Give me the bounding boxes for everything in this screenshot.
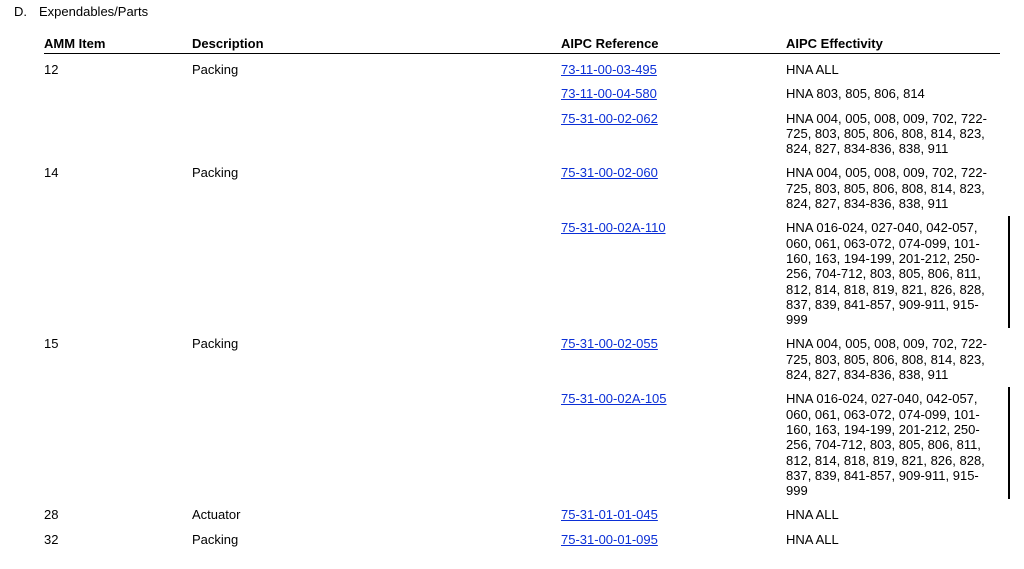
aipc-reference-link[interactable]: 75-31-01-01-045 [561,507,658,523]
aipc-reference-cell [561,507,786,531]
amm-item-cell: 32 [44,531,59,547]
aipc-effectivity-cell: HNA 004, 005, 008, 009, 702, 722-725, 803, 805, 806, 808, 814, 823, 824, 827, 834-836, 838, 911 [786,110,987,157]
header-description: Description [192,36,561,54]
table-row [44,507,1000,531]
table-row [44,220,1000,336]
table-body [44,54,1000,557]
header-aipc-effectivity: AIPC Effectivity [786,36,1000,54]
amm-item-cell: 14 [44,165,59,181]
description-cell: Packing [192,531,239,547]
table-row [44,54,1000,87]
description-cell: Packing [192,62,239,77]
aipc-reference-cell [561,391,786,507]
section-letter: D. [14,4,27,19]
aipc-effectivity-cell: HNA 016-024, 027-040, 042-057, 060, 061, 063-072, 074-099, 101-160, 163, 194-199, 201-212, 250-256, 704-712, 803, 805, 806, 811, 812, 814, 818, 819, 821, 826, 828, 837, 839, 841-857, 909-911, 915-999 [786,391,985,499]
aipc-reference-link[interactable]: 73-11-00-03-495 [561,62,657,77]
aipc-reference-cell [561,165,786,220]
aipc-effectivity-cell: HNA 004, 005, 008, 009, 702, 722-725, 803, 805, 806, 808, 814, 823, 824, 827, 834-836, 838, 911 [786,336,987,383]
header-aipc-reference: AIPC Reference [561,36,786,54]
revision-change-bar [1008,387,1010,499]
aipc-effectivity-cell: HNA ALL [786,507,839,523]
table-row [44,532,1000,556]
aipc-effectivity-cell: HNA 016-024, 027-040, 042-057, 060, 061, 063-072, 074-099, 101-160, 163, 194-199, 201-212, 250-256, 704-712, 803, 805, 806, 811, 812, 814, 818, 819, 821, 826, 828, 837, 839, 841-857, 909-911, 915-999 [786,220,985,328]
section-title: Expendables/Parts [39,4,149,19]
aipc-reference-link[interactable]: 73-11-00-04-580 [561,86,657,102]
amm-item-cell [44,86,192,110]
aipc-reference-link[interactable]: 75-31-00-02-060 [561,165,658,181]
table-row [44,336,1000,391]
aipc-effectivity-cell: HNA ALL [786,62,839,77]
amm-item-cell: 12 [44,62,59,77]
aipc-reference-cell [561,54,786,87]
table-row [44,165,1000,220]
amm-item-cell: 15 [44,336,59,352]
amm-item-cell [44,111,192,166]
description-cell [192,220,561,336]
description-cell [192,111,561,166]
amm-item-cell [44,220,192,336]
description-cell: Packing [192,165,239,181]
revision-change-bar [1008,216,1010,328]
section-heading [14,4,148,20]
table-row [44,391,1000,507]
header-amm-item: AMM Item [44,36,192,54]
aipc-reference-link[interactable]: 75-31-00-01-095 [561,531,658,547]
table-row [44,111,1000,166]
amm-item-cell [44,391,192,507]
expendables-parts-table [44,36,1000,556]
aipc-effectivity-cell: HNA 004, 005, 008, 009, 702, 722-725, 803, 805, 806, 808, 814, 823, 824, 827, 834-836, 838, 911 [786,165,987,212]
aipc-reference-cell [561,111,786,166]
description-cell [192,391,561,507]
table-row [44,86,1000,110]
aipc-reference-link[interactable]: 75-31-00-02-055 [561,336,658,352]
table-header-row [44,36,1000,54]
aipc-effectivity-cell: HNA 803, 805, 806, 814 [786,86,925,102]
aipc-reference-link[interactable]: 75-31-00-02A-105 [561,391,667,407]
description-cell [192,86,561,110]
description-cell: Packing [192,336,239,352]
description-cell: Actuator [192,507,241,523]
aipc-reference-cell [561,86,786,110]
amm-item-cell: 28 [44,507,59,523]
aipc-reference-cell [561,336,786,391]
aipc-reference-link[interactable]: 75-31-00-02A-110 [561,220,666,236]
aipc-effectivity-cell: HNA ALL [786,531,839,547]
aipc-reference-cell [561,220,786,336]
aipc-reference-cell [561,532,786,556]
aipc-reference-link[interactable]: 75-31-00-02-062 [561,110,658,126]
